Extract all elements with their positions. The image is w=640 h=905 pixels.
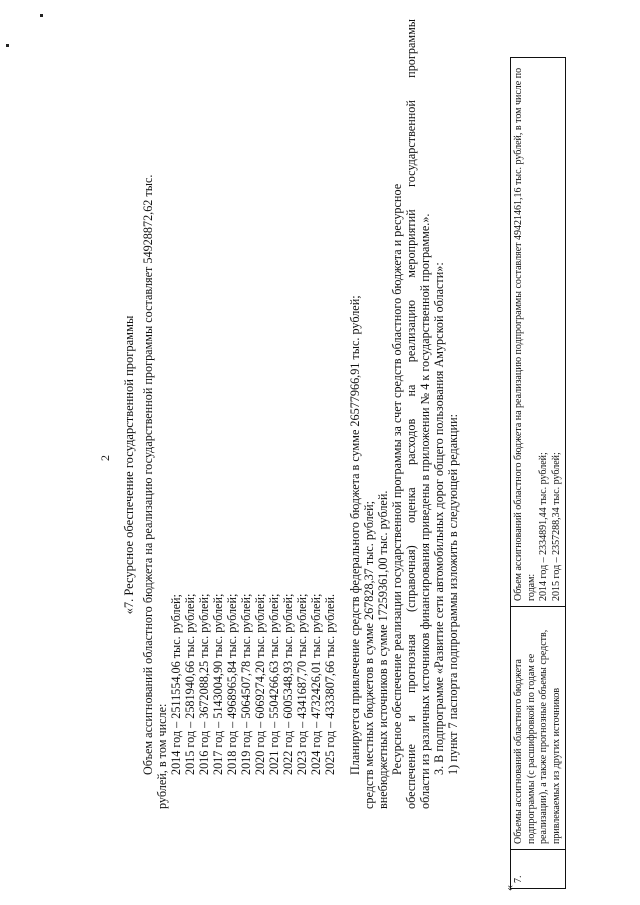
passport-note: 1) пункт 7 паспорта подпрограммы изложить в следующей редакции:: [446, 414, 460, 775]
table-row: [511, 58, 566, 889]
year-item: 2015 год – 2581940,66 тыс. рублей;: [183, 593, 197, 775]
year-item: 2020 год – 6069274,20 тыс. рублей;: [253, 593, 267, 775]
year-item: 2017 год – 5143004,90 тыс. рублей;: [211, 593, 225, 775]
page-number: 2: [98, 455, 112, 461]
intro-line-2: рублей, в том числе:: [155, 703, 169, 809]
funding-local: средств местных бюджетов в сумме 267828,37 тыс. рублей;: [362, 500, 376, 809]
value-line: 2014 год – 2334891,44 тыс. рублей;: [538, 452, 549, 601]
resource-line-3: области из различных источников финансирования приведены в приложении № 4 к государственной программе.».: [418, 213, 432, 809]
value-line: 2015 год – 2357288,34 тыс. рублей;: [550, 452, 562, 601]
year-item: 2023 год – 4341687,70 тыс. рублей;: [295, 593, 309, 775]
value-line: Объем ассигнований областного бюджета на реализацию подпрограммы составляет 49421461,16 тыс. рублей, в том числе по годам:: [513, 67, 537, 601]
year-item: 2019 год – 5064507,78 тыс. рублей;: [239, 593, 253, 775]
intro-line-1: Объем ассигнований областного бюджета на реализацию государственной программы составляет 54928872,62 тыс.: [141, 174, 155, 775]
year-item: 2021 год – 5504266,63 тыс. рублей;: [267, 593, 281, 775]
row-value: [511, 58, 566, 607]
year-item: 2016 год – 3672088,25 тыс. рублей;: [197, 593, 211, 775]
passport-table: [510, 57, 566, 889]
year-item: 2018 год – 4968965,84 тыс. рублей;: [225, 593, 239, 775]
resource-line-1: Ресурсное обеспечение реализации государственной программы за счет средств областного бюджета и ресурсное: [390, 183, 404, 775]
year-item: 2014 год – 2511554,06 тыс. рублей;: [169, 594, 183, 775]
funding-extra: внебюджетных источников в сумме 17259361,00 тыс. рублей.: [376, 490, 390, 809]
table-open-quote: «: [502, 885, 516, 891]
year-item: 2025 год – 4333807,66 тыс. рублей.: [323, 593, 337, 775]
row-description: Объемы ассигнований областного бюджета подпрограммы (с расшифровкой по годам ее реализации), а также прогнозные объемы средств, привлекаемых из других источников: [511, 607, 566, 850]
year-item: 2024 год – 4732426,01 тыс. рублей;: [309, 593, 323, 775]
row-number: 7.: [511, 850, 566, 889]
year-item: 2022 год – 6005348,93 тыс. рублей;: [281, 593, 295, 775]
resource-line-2: обеспечение и прогнозная (справочная) оценка расходов на реализацию мероприятий государственной программы: [404, 19, 418, 809]
subprogram-note: 3. В подпрограмме «Развитие сети автомобильных дорог общего пользования Амурской области»:: [432, 262, 446, 775]
funding-federal: Планируется привлечение средств федерального бюджета в сумме 26577966,91 тыс. рублей;: [348, 295, 362, 775]
section-title: «7. Ресурсное обеспечение государственной программы: [122, 315, 136, 615]
